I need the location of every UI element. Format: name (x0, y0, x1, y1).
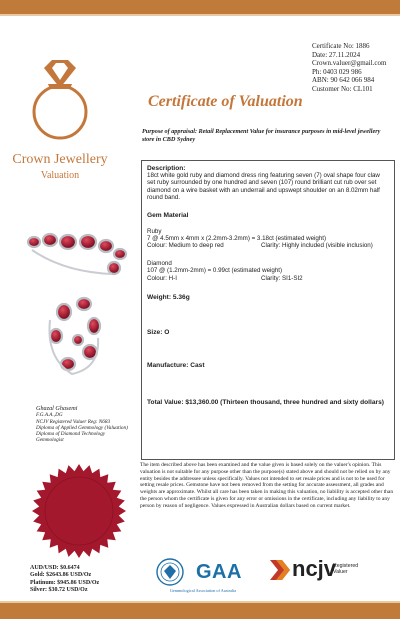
diamond-measure: 107 @ (1.2mm-2mm) = 0.99ct (estimated weight) (147, 267, 283, 275)
diamond-name: Diamond (147, 259, 172, 267)
page-title: Certificate of Valuation (148, 93, 303, 110)
ruby-clarity: Clarity: Highly included (visible inclusion) (261, 242, 373, 250)
certificate-phone: Ph: 0403 029 986 (312, 67, 362, 76)
ruby-name: Ruby (147, 227, 162, 235)
weight-value: Weight: 5.36g (147, 294, 190, 302)
silver-price: Silver: $30.72 USD/Oz (30, 587, 88, 594)
appraiser-registration: NCJV Registered Valuer Reg: N683 (36, 418, 111, 425)
ruby-measure: 7 @ 4.5mm x 4mm x (2.2mm-3.2mm) = 3.18ct (estimated weight) (147, 235, 327, 243)
crown-ring-logo-icon (30, 54, 90, 146)
certificate-meta (312, 42, 400, 94)
gold-price: Gold: $2643.86 USD/Oz (30, 572, 92, 579)
diamond-colour: Colour: H-I (147, 274, 177, 282)
appraiser-diploma-diamond: Diploma of Diamond Technology (36, 431, 106, 438)
brand-subtitle: Valuation (40, 170, 80, 181)
manufacture-value: Manufacture: Cast (147, 362, 205, 370)
certificate-abn: ABN: 90 642 066 984 (312, 76, 375, 85)
gaa-caption: Gemmological Association of Australia (169, 588, 237, 593)
description-label: Description: (147, 165, 186, 172)
disclaimer-text: The item described above has been examined and the value given is based solely on the valuer's opinion. This valuation is not suitable for any purpose other than the purpose(s) stated above and should not be relied on by any entity besides the addressee unless specifically. Values not intended to set resale prices and is not to be used for setting resale prices. Gemstone have not been removed from the setting for accurate assessment, all grades and weights are approximate. Whilst all care has been taken in making this valuation, no liability is accepted other than the person whom the certificate is given for any error or omissions in the certificate, including any liability to any person by reason of negligence. Values expressed in Australian dollars based on current market. (140, 462, 394, 509)
brand-name: Crown Jewellery (12, 152, 108, 167)
bottom-border-bar (0, 603, 400, 619)
gem-material-label: Gem Material (147, 211, 189, 219)
ring-photo-image (24, 228, 132, 388)
certificate-customer: Customer No: CL101 (312, 84, 373, 93)
ncjv-registered-valuer: Registered Valuer (333, 563, 359, 575)
ncjv-logo-text: ncjv (292, 556, 337, 581)
platinum-price: Platinum: $945.86 USD/Oz (30, 579, 100, 586)
size-value: Size: O (147, 329, 170, 337)
appraiser-name: Ghazal Ghasemi (36, 405, 78, 412)
top-border-accent (0, 14, 400, 16)
description-text: 18ct white gold ruby and diamond dress ring featuring seven (7) oval shape four claw set ruby surrounded by one hundred and seven (107) round brilliant cut rub over set diamond on a wire basket with an underrail and upswept shoulder on an 8.02mm half round band. (147, 172, 380, 202)
certificate-number: Certificate No: 1886 (312, 42, 370, 50)
aud-usd-rate: AUD/USD: $0.6474 (30, 565, 80, 571)
purpose-of-appraisal: Purpose of appraisal: Retail Replacement Value for insurance purposes in mid-level jewellery store in CBD Sydney (142, 128, 381, 143)
appraiser-diploma-valuation: Diploma of Applied Gemmology (Valuation) (36, 424, 128, 431)
appraiser-role: Gemmologist (36, 437, 64, 444)
gaa-logo-text: GAA (196, 561, 242, 583)
appraiser-credentials: F.G.A.A.,DG (36, 412, 63, 419)
diamond-clarity: Clarity: SI1-SI2 (261, 274, 303, 282)
total-value: Total Value: $13,360.00 (Thirteen thousand, three hundred and sixty dollars) (147, 399, 384, 407)
appraiser-block (36, 406, 146, 444)
valuation-details-box (141, 160, 395, 460)
red-seal-icon (30, 462, 128, 560)
ruby-colour: Colour: Medium to deep red (147, 242, 224, 250)
metal-prices (30, 565, 150, 595)
top-border-bar (0, 0, 400, 14)
certificate-date: Date: 27.11.2024 (312, 50, 361, 59)
certificate-email: Crown.valuer@gmail.com (312, 59, 387, 68)
